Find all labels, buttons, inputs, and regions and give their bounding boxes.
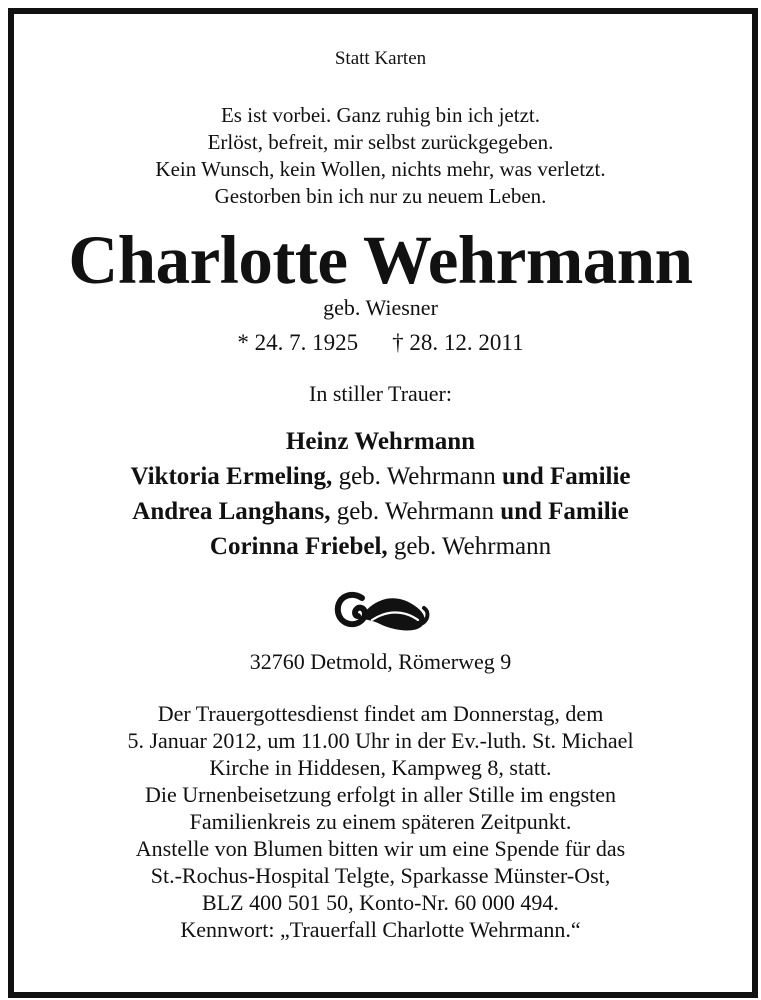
family-member — [14, 459, 747, 494]
poem-line: Kein Wunsch, kein Wollen, nichts mehr, was verletzt. — [155, 157, 606, 181]
family-member-suffix: und Familie — [502, 463, 631, 490]
notice-line: 5. Januar 2012, um 11.00 Uhr in der Ev.-luth. St. Michael — [127, 728, 634, 753]
notice-line: Kirche in Hiddesen, Kampweg 8, statt. — [209, 755, 552, 780]
family-member-name: Andrea Langhans, — [132, 498, 331, 525]
notice-line: Die Urnenbeisetzung erfolgt in aller Stille im engsten — [144, 782, 617, 807]
notice-line: Anstelle von Blumen bitten wir um eine Spende für das — [135, 836, 626, 861]
mourning-label: In stiller Trauer: — [309, 381, 452, 406]
family-member-name: Corinna Friebel, — [209, 533, 388, 560]
funeral-notice — [14, 700, 747, 943]
poem-line: Gestorben bin ich nur zu neuem Leben. — [214, 184, 547, 208]
family-member — [14, 529, 747, 564]
leaf-scroll-ornament-icon — [332, 580, 432, 640]
poem-line: Es ist vorbei. Ganz ruhig bin ich jetzt. — [220, 103, 540, 127]
address: 32760 Detmold, Römerweg 9 — [249, 649, 512, 674]
notice-line: St.-Rochus-Hospital Telgte, Sparkasse Münster-Ost, — [150, 863, 611, 888]
family-member — [14, 494, 747, 529]
family-member-birth: geb. Wehrmann — [332, 463, 503, 490]
family-member-name: Heinz Wehrmann — [285, 428, 476, 455]
family-member — [14, 424, 747, 459]
family-member-birth: geb. Wehrmann — [330, 498, 501, 525]
notice-line: Der Trauergottesdienst findet am Donnerstag, dem — [157, 701, 604, 726]
notice-line: Familienkreis zu einem späteren Zeitpunkt. — [189, 809, 572, 834]
birth-date: * 24. 7. 1925 — [237, 330, 359, 355]
header-statt-karten: Statt Karten — [334, 48, 427, 69]
family-list — [14, 424, 747, 564]
notice-line: Kennwort: „Trauerfall Charlotte Wehrmann.“ — [180, 917, 581, 942]
notice-line: BLZ 400 501 50, Konto-Nr. 60 000 494. — [202, 890, 559, 915]
deceased-name: Charlotte Wehrmann — [68, 222, 693, 298]
family-member-birth: geb. Wehrmann — [387, 533, 552, 560]
death-date: † 28. 12. 2011 — [392, 330, 524, 355]
poem-line: Erlöst, befreit, mir selbst zurückgegeben. — [207, 130, 554, 154]
life-dates — [14, 330, 747, 356]
maiden-name: geb. Wiesner — [323, 295, 438, 320]
family-member-suffix: und Familie — [500, 498, 629, 525]
poem — [14, 102, 747, 210]
family-member-name: Viktoria Ermeling, — [130, 463, 333, 490]
